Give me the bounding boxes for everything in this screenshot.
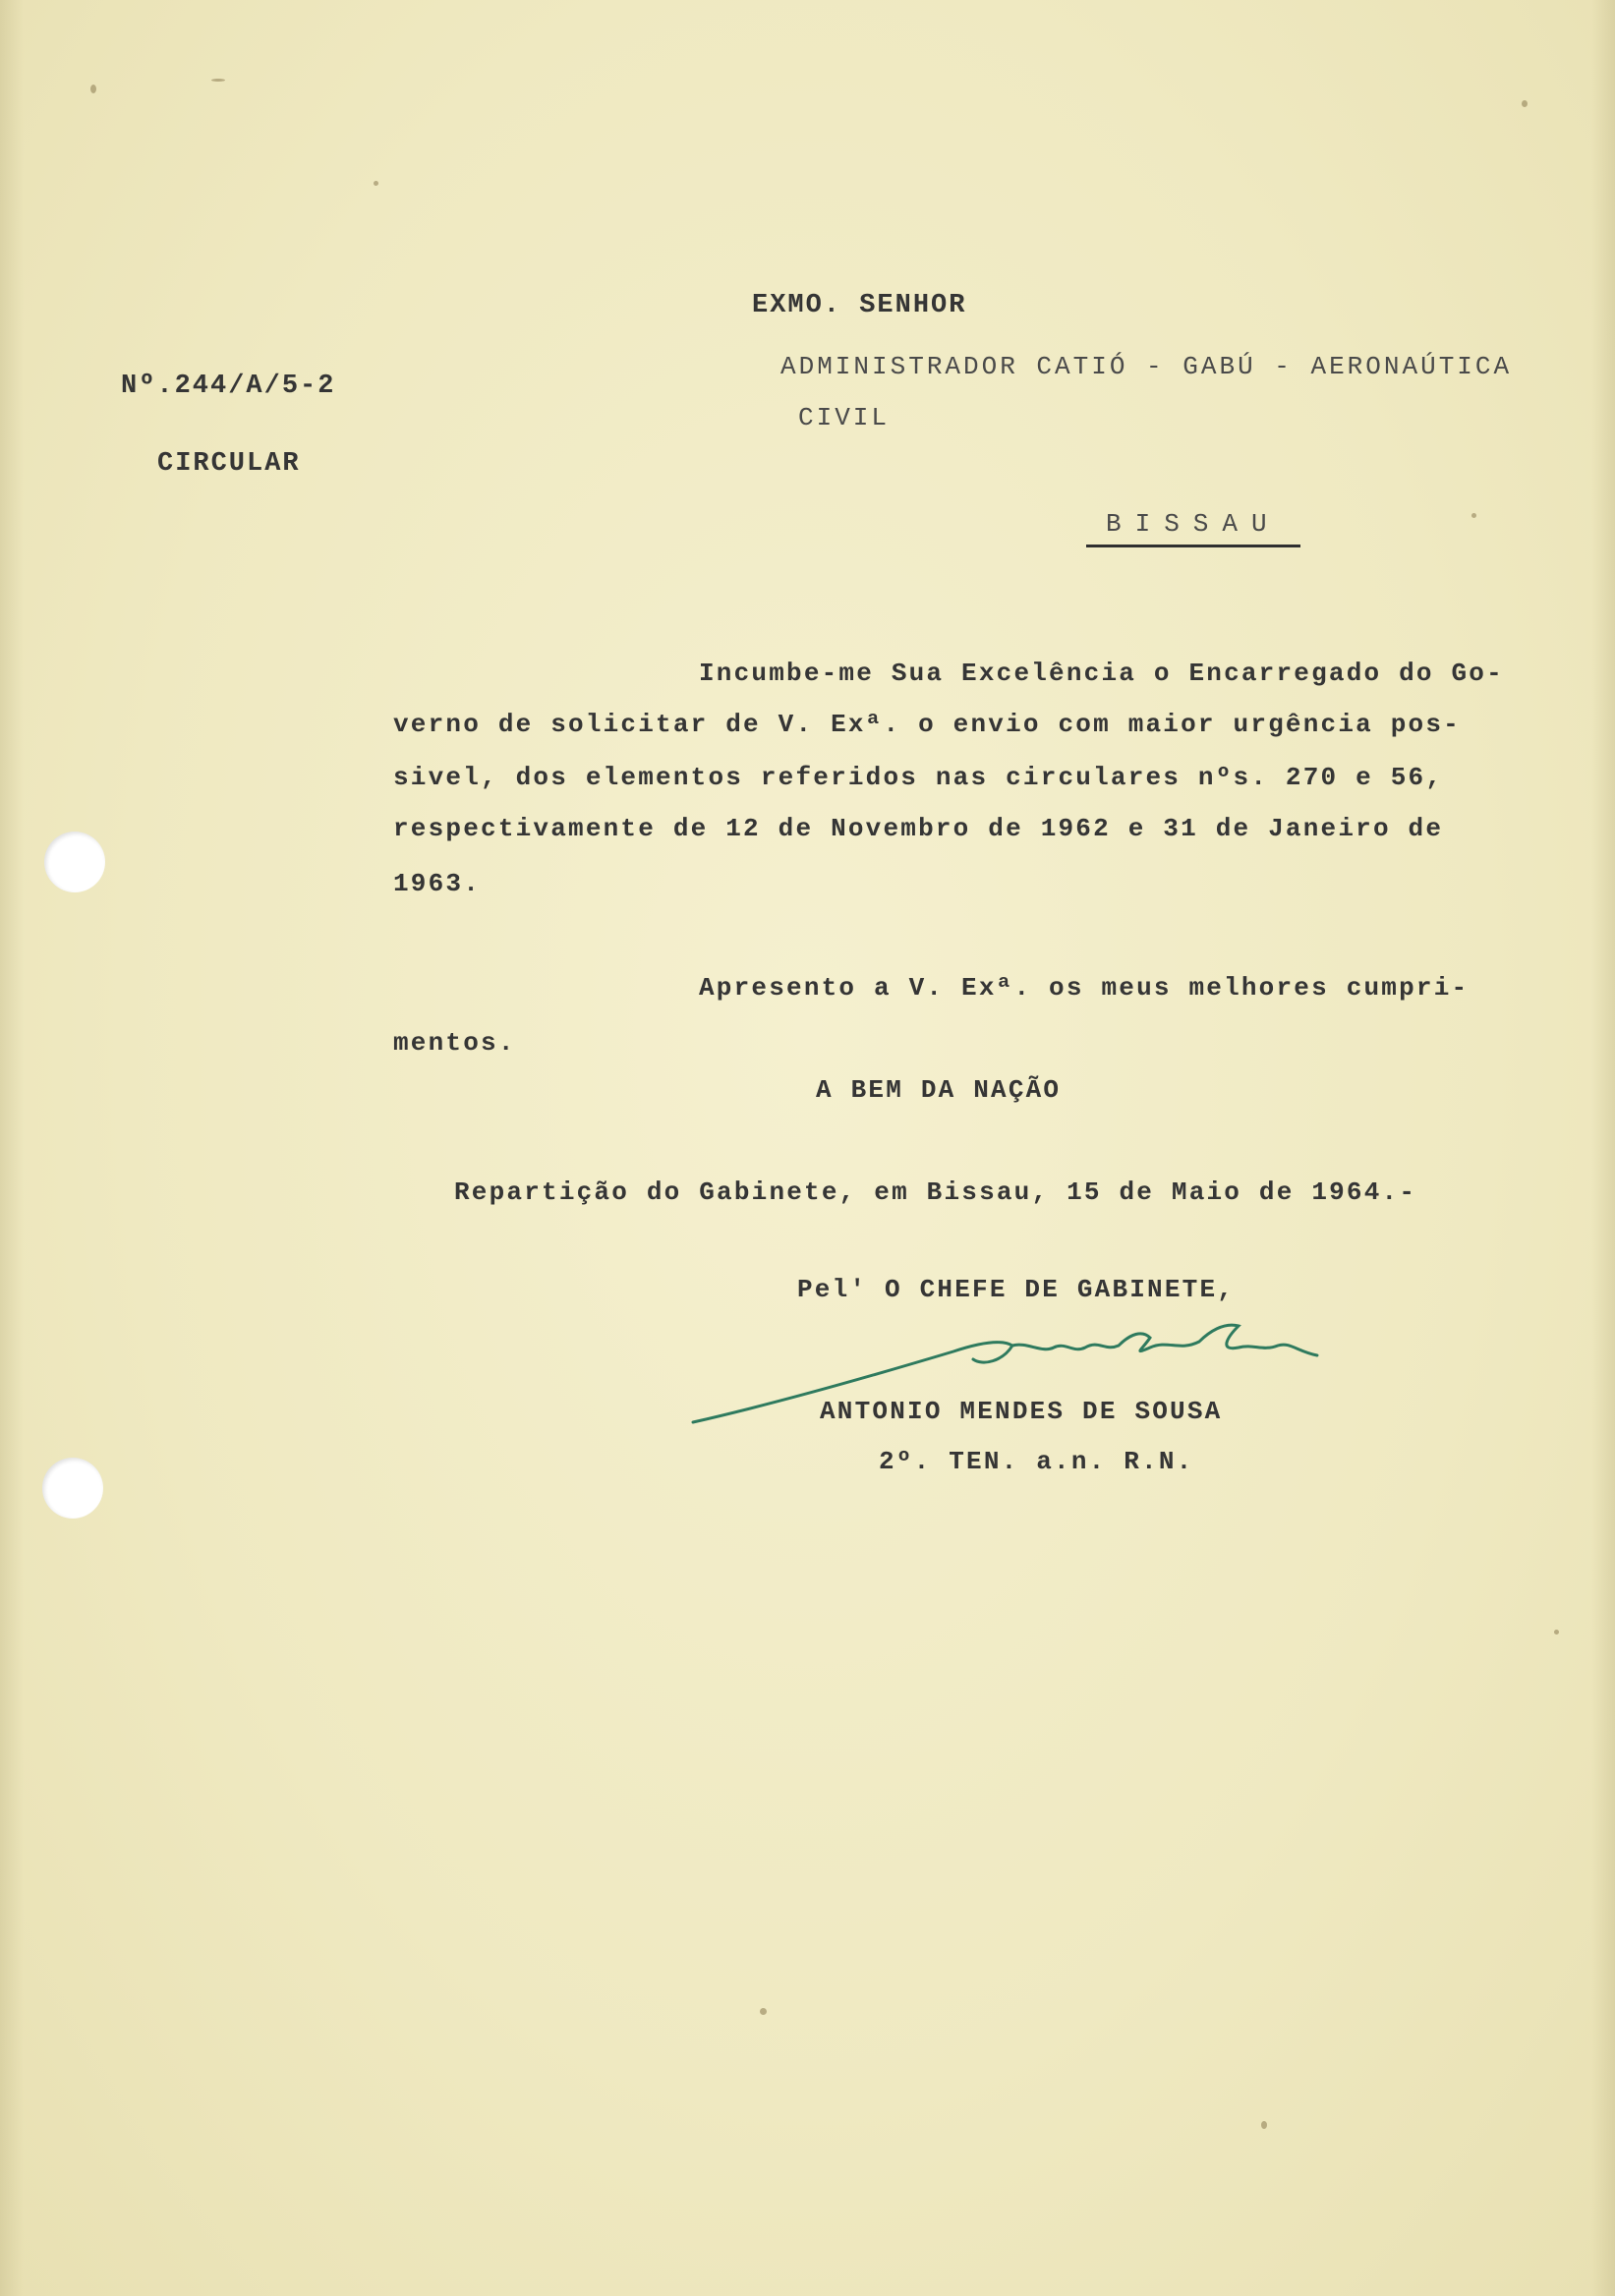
paper-speck: [211, 79, 225, 82]
paper-speck: [1522, 100, 1528, 107]
paragraph-2-line: mentos.: [393, 1028, 516, 1058]
signatory-name: ANTONIO MENDES DE SOUSA: [820, 1397, 1223, 1426]
paper-edge-shade-right: [1591, 0, 1615, 2296]
paragraph-2-line: Apresento a V. Exª. os meus melhores cumpri-: [699, 973, 1470, 1003]
paper-speck: [760, 2008, 767, 2015]
addressee-city: BISSAU: [1086, 509, 1300, 547]
closing-formula: A BEM DA NAÇÃO: [816, 1075, 1062, 1105]
paper-speck: [1471, 513, 1476, 518]
paper-speck: [374, 181, 378, 186]
document-number: Nº.244/A/5-2: [121, 372, 336, 401]
signatory-role: Pel' O CHEFE DE GABINETE,: [797, 1275, 1236, 1304]
paper-speck: [1554, 1630, 1559, 1635]
punch-hole-bottom: [42, 1458, 103, 1519]
punch-hole-top: [44, 832, 105, 892]
paper-speck: [90, 85, 96, 93]
salutation: EXMO. SENHOR: [752, 291, 967, 320]
paragraph-1-line: 1963.: [393, 869, 482, 898]
paragraph-1-line: Incumbe-me Sua Excelência o Encarregado do Go-: [699, 659, 1504, 688]
paragraph-1-line: sivel, dos elementos referidos nas circulares nºs. 270 e 56,: [393, 763, 1444, 792]
document-type: CIRCULAR: [157, 449, 301, 479]
paper-speck: [1261, 2121, 1267, 2129]
addressee-line-1: ADMINISTRADOR CATIÓ - GABÚ - AERONAÚTICA: [780, 352, 1513, 381]
paragraph-1-line: verno de solicitar de V. Exª. o envio com maior urgência pos-: [393, 710, 1461, 739]
paragraph-1-line: respectivamente de 12 de Novembro de 1962 e 31 de Janeiro de: [393, 814, 1444, 843]
paper-edge-shade-left: [0, 0, 24, 2296]
place-and-date: Repartição do Gabinete, em Bissau, 15 de Maio de 1964.-: [454, 1177, 1417, 1207]
addressee-line-2: CIVIL: [798, 403, 891, 432]
signatory-rank: 2º. TEN. a.n. R.N.: [879, 1447, 1194, 1476]
